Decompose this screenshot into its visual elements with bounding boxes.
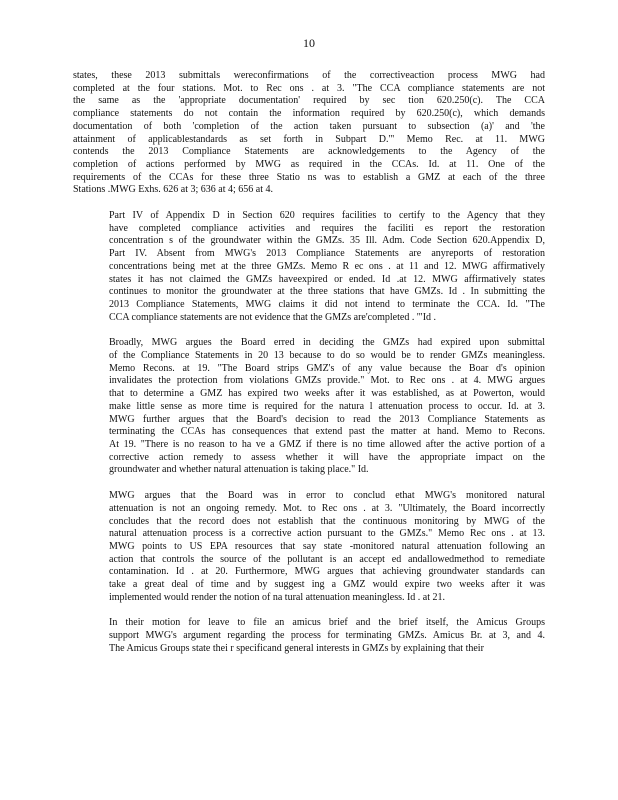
text-line: completion of actions performed by MWG as required in the CCAs. Id. at 11. One of the: [73, 158, 545, 170]
text-line: In their motion for leave to file an amicus brief and the brief itself, the Amicus Groups: [109, 617, 545, 629]
text-line: action that controls the source of the pollutant is an accept ed andallowedmethod to remediate: [109, 553, 545, 565]
text-line: of the Compliance Statements in 20 13 because to do so would be to render GMZs meaningless.: [109, 350, 545, 362]
text-line: attainment of applicablestandards as set forth in Subpart D.'" Memo Rec. at 11. MWG: [73, 133, 545, 145]
text-line: corrective action remedy to assess whether it will have the appropriate impact on the: [109, 451, 545, 463]
text-line: that to determine a GMZ has expired two weeks after it was established, as at Powerton, would: [109, 388, 545, 400]
text-line: MWG points to US EPA resources that say state -monitored natural attenuation following an: [109, 540, 545, 552]
text-line: concentrations being met at the three GMZs. Memo R ec ons . at 11 and 12. MWG affirmatively: [109, 260, 545, 272]
text-line: implemented would render the notion of na tural attenuation meaningless. Id . at 21.: [109, 591, 446, 603]
text-line: The Amicus Groups state thei r specificand general interests in GMZs by explaining that their: [109, 642, 484, 654]
text-line: 2013 Compliance Statements, MWG claims it did not intend to terminate the CCA. Id. "The: [109, 298, 545, 310]
text-line: continues to monitor the groundwater at the three stations that have GMZs. Id . In submitting the: [109, 286, 545, 298]
text-line: support MWG's argument regarding the process for terminating GMZs. Amicus Br. at 3, and 4.: [109, 630, 545, 642]
text-line: take a great deal of time and by suggest ing a GMZ would expire two weeks after it was: [109, 579, 545, 591]
text-line: Broadly, MWG argues the Board erred in deciding the GMZs had expired upon submittal: [109, 337, 545, 349]
text-line: requirements of the CCAs for these three Statio ns was to establish a GMZ at each of the three: [73, 171, 545, 183]
text-line: terminating the CCAs has consequences that extend past the matter at hand. Memo to Recons.: [109, 426, 545, 438]
paragraph: [73, 617, 545, 655]
text-line: MWG further argues that the Board's decision to read the 2013 Compliance Statements as: [109, 413, 545, 425]
page-number: 10: [303, 36, 315, 50]
text-line: invalidates the protection from violations GMZs provide." Mot. to Rec ons . at 4. MWG argues: [109, 375, 545, 387]
text-line: Part IV. Absent from MWG's 2013 Compliance Statements are anyreports of restoration: [109, 248, 545, 260]
text-line: states it has not claimed the GMZs haveexpired or ended. Id .at 12. MWG affirmatively states: [109, 273, 545, 285]
paragraph: [73, 210, 545, 324]
text-line: concentration s of the groundwater within the GMZs. 35 Ill. Adm. Code Section 620.Appendix D,: [109, 235, 545, 247]
text-line: CCA compliance statements are not evidence that the GMZs are'completed . '"Id .: [109, 311, 437, 323]
text-line: make little sense as more time is required for the natura l attenuation process to occur. Id. at 3.: [109, 400, 545, 412]
text-line: Memo Recons. at 19. "The Board strips GMZ's of any value because the Boar d's opinion: [109, 362, 545, 374]
text-line: have completed compliance activities and requires the faciliti es report the restoration: [109, 222, 545, 234]
text-line: compliance statements do not contain the information required by 620.250(c), which demands: [73, 108, 545, 120]
text-line: concludes that the record does not establish that the continuous monitoring by MWG of the: [109, 515, 545, 527]
text-line: attenuation is not an ongoing remedy. Mot. to Rec ons . at 3. "Ultimately, the Board incorrectly: [109, 502, 545, 514]
text-line: groundwater and whether natural attenuation is taking place." Id.: [109, 464, 369, 476]
document-body: [73, 70, 545, 669]
paragraph: [73, 337, 545, 477]
text-line: Stations .MWG Exhs. 626 at 3; 636 at 4; 656 at 4.: [73, 184, 273, 196]
paragraph: [73, 70, 545, 197]
text-line: states, these 2013 submittals wereconfirmations of the correctiveaction process MWG had: [73, 70, 545, 81]
text-line: natural attenuation process is a corrective action pursuant to the GMZs." Memo Rec ons . at 13.: [109, 528, 545, 540]
text-line: documentation of both 'completion of the action taken pursuant to subsection (a)' and 'the: [73, 120, 545, 132]
text-line: Part IV of Appendix D in Section 620 requires facilities to certify to the Agency that they: [109, 210, 545, 222]
text-line: the same as the 'appropriate documentation' required by sec tion 620.250(c). The CCA: [73, 95, 545, 107]
text-line: At 19. "There is no reason to ha ve a GMZ if there is no time allowed after the active portion of a: [109, 438, 545, 450]
paragraph: [73, 490, 545, 604]
text-line: completed at the four stations. Mot. to Rec ons . at 3. "The CCA compliance statements are not: [73, 82, 545, 94]
text-line: contends the 2013 Compliance Statements are acknowledgements to the Agency of the: [73, 146, 545, 158]
text-line: contamination. Id . at 20. Furthermore, MWG argues that achieving groundwater standards can: [109, 566, 545, 578]
text-line: MWG argues that the Board was in error to conclud ethat MWG's monitored natural: [109, 490, 545, 502]
